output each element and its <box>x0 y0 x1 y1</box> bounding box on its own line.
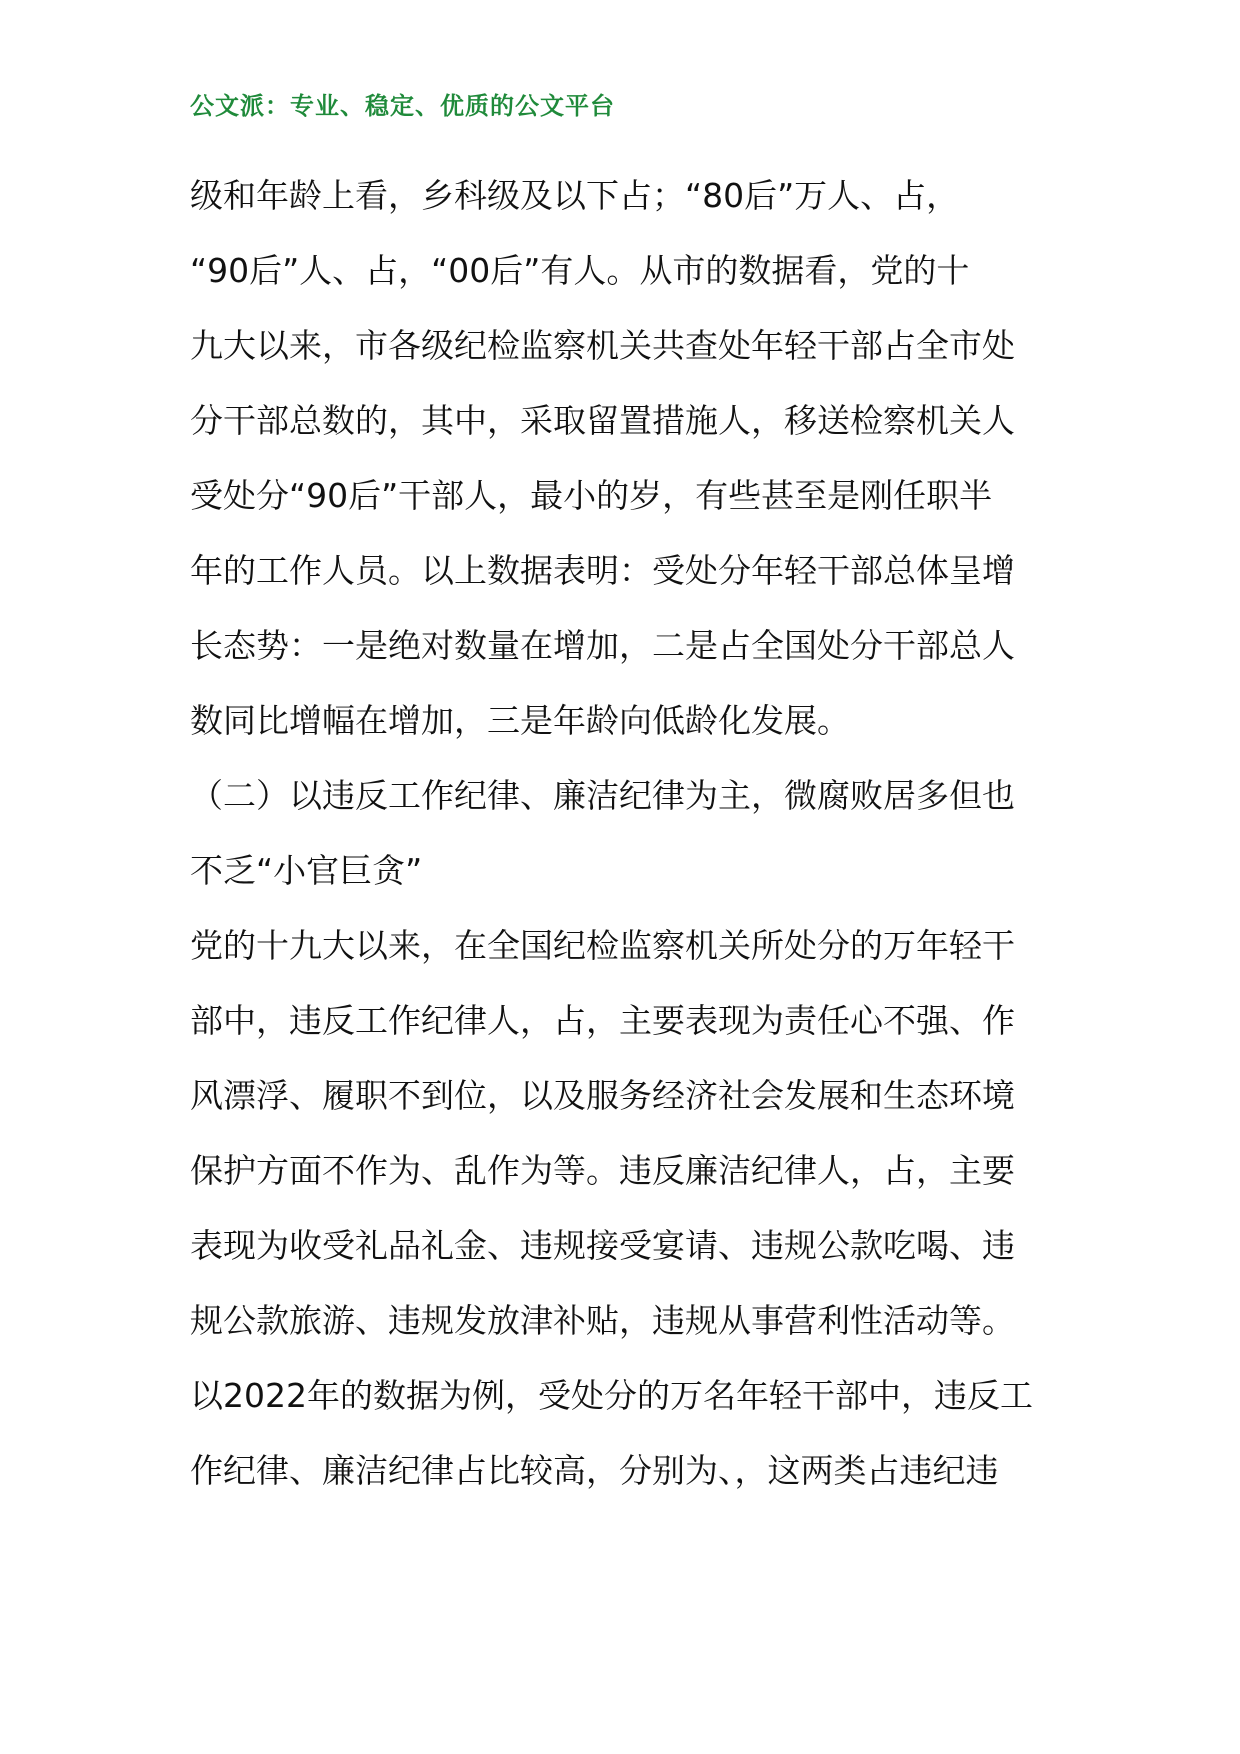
text-line-5: 受处分“90后”干部人，最小的岁，有些甚至是刚任职半 <box>190 476 993 515</box>
text-line-18: 作纪律、廉洁纪律占比较高，分别为、，这两类占违纪违 <box>190 1451 999 1490</box>
text-line-4: 分干部总数的，其中，采取留置措施人，移送检察机关人 <box>190 401 1015 440</box>
text-line-16: 规公款旅游、违规发放津补贴，违规从事营利性活动等。 <box>190 1301 1015 1340</box>
text-line-13: 风漂浮、履职不到位，以及服务经济社会发展和生态环境 <box>190 1076 1015 1115</box>
site-header: 公文派：专业、稳定、优质的公文平台 <box>190 92 615 120</box>
document-body <box>190 168 1070 1518</box>
text-line-1: 级和年龄上看，乡科级及以下占；“80后”万人、占， <box>190 176 960 215</box>
text-line-12: 部中，违反工作纪律人，占，主要表现为责任心不强、作 <box>190 1001 1015 1040</box>
text-line-15: 表现为收受礼品礼金、违规接受宴请、违规公款吃喝、违 <box>190 1226 1015 1265</box>
text-line-17: 以2022年的数据为例，受处分的万名年轻干部中，违反工 <box>190 1376 1033 1415</box>
text-line-11: 党的十九大以来，在全国纪检监察机关所处分的万年轻干 <box>190 926 1015 965</box>
text-line-2: “90后”人、占，“00后”有人。从市的数据看，党的十 <box>190 251 970 290</box>
section-heading-line-1: （二）以违反工作纪律、廉洁纪律为主，微腐败居多但也 <box>190 776 1015 815</box>
text-line-3: 九大以来，市各级纪检监察机关共查处年轻干部占全市处 <box>190 326 1015 365</box>
text-line-14: 保护方面不作为、乱作为等。违反廉洁纪律人，占，主要 <box>190 1151 1015 1190</box>
text-line-8: 数同比增幅在增加，三是年龄向低龄化发展。 <box>190 701 850 740</box>
text-line-7: 长态势：一是绝对数量在增加，二是占全国处分干部总人 <box>190 626 1015 665</box>
section-heading-line-2: 不乏“小官巨贪” <box>190 851 423 890</box>
text-line-6: 年的工作人员。以上数据表明：受处分年轻干部总体呈增 <box>190 551 1015 590</box>
